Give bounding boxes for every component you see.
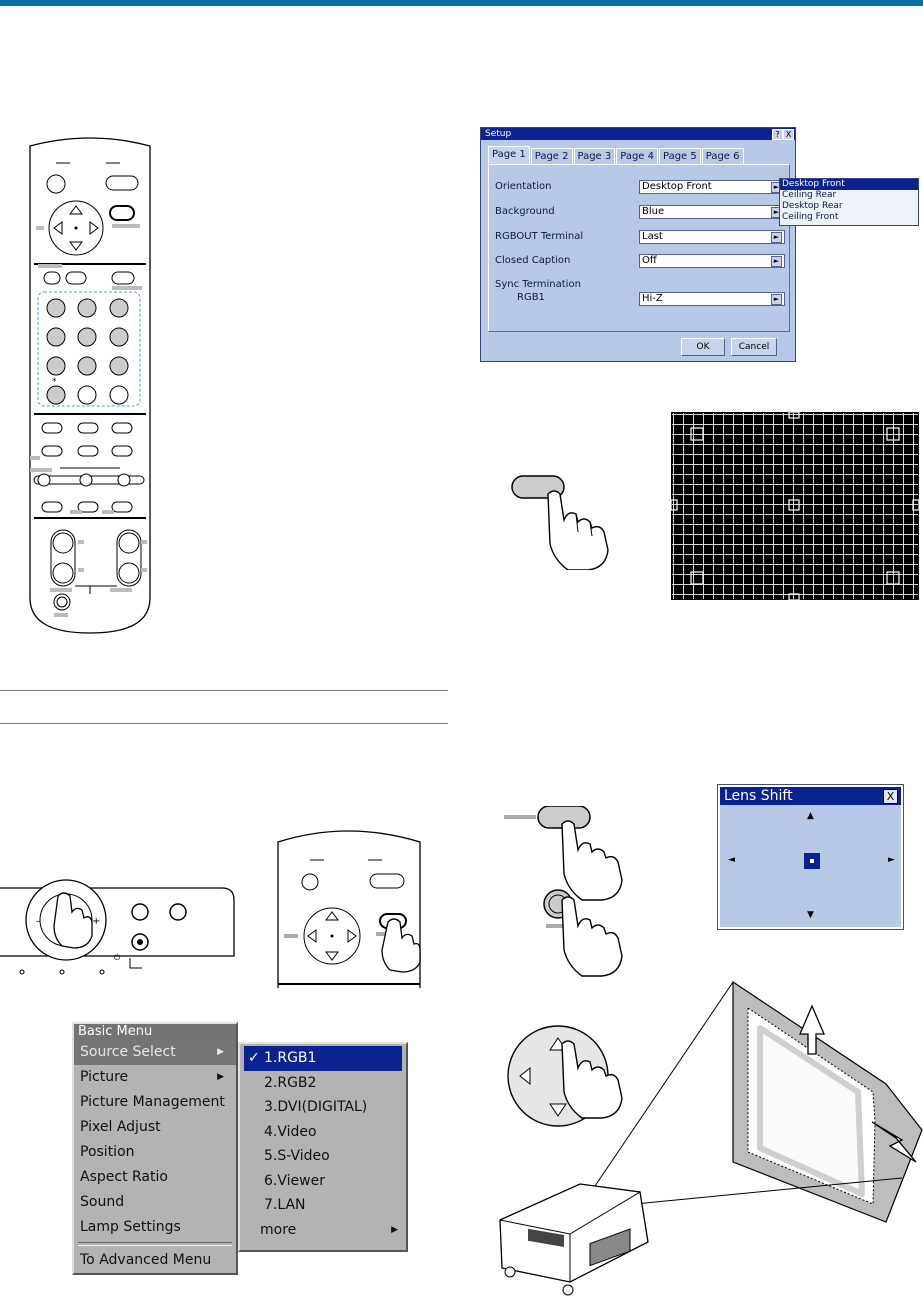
source-item-s-video[interactable]: 5.S-Video <box>264 1148 330 1164</box>
tab-page-2[interactable]: Page 2 <box>531 148 573 164</box>
basic-menu-title: Basic Menu <box>74 1024 236 1040</box>
source-item-more[interactable] <box>240 1218 406 1243</box>
orientation-option-ceiling-front[interactable]: Ceiling Front <box>782 212 839 222</box>
menu-item-label: Source Select <box>80 1044 176 1060</box>
tab-page-3[interactable]: Page 3 <box>574 148 616 164</box>
setup-tab-strip <box>488 148 745 164</box>
projector-screen-illustration <box>490 972 923 1311</box>
remote-top-illustration <box>276 822 422 988</box>
ok-button[interactable]: OK <box>681 338 725 356</box>
background-value: Blue <box>642 206 665 217</box>
sync-termination-label: Sync Termination <box>495 279 581 290</box>
tab-page-5[interactable]: Page 5 <box>659 148 701 164</box>
background-label: Background <box>495 206 555 217</box>
rgbout-terminal-value: Last <box>642 231 663 242</box>
shift-right-arrow-icon[interactable]: ► <box>888 855 895 865</box>
source-item-rgb2[interactable]: 2.RGB2 <box>264 1074 317 1091</box>
menu-item-picture[interactable] <box>74 1065 236 1090</box>
lens-shift-dialog <box>718 785 903 929</box>
close-button[interactable]: X <box>783 129 794 140</box>
setup-dialog-title: Setup <box>485 129 512 139</box>
shift-up-arrow-icon[interactable]: ▲ <box>807 811 814 821</box>
checkmark-icon: ✓ <box>248 1050 260 1066</box>
source-select-submenu <box>238 1042 408 1252</box>
setup-dialog <box>480 127 796 362</box>
sync-termination-rgb1-label: RGB1 <box>517 292 545 303</box>
power-icon: ⏻ <box>114 953 121 962</box>
menu-item-picture-management[interactable]: Picture Management <box>80 1094 225 1110</box>
menu-item-aspect-ratio[interactable]: Aspect Ratio <box>80 1169 168 1185</box>
sync-termination-value: Hi-Z <box>642 293 663 304</box>
rgbout-terminal-label: RGBOUT Terminal <box>495 231 584 242</box>
orientation-option-ceiling-rear[interactable]: Ceiling Rear <box>782 190 837 200</box>
hand-pressing-button-illustration <box>508 470 628 570</box>
menu-divider <box>78 1242 232 1246</box>
submenu-arrow-icon: ▶ <box>217 1072 224 1082</box>
dropdown-arrow-icon[interactable]: ► <box>771 232 782 243</box>
setup-page-1-pane <box>488 164 790 332</box>
menu-item-lamp-settings[interactable]: Lamp Settings <box>80 1219 181 1235</box>
dropdown-arrow-icon[interactable]: ► <box>771 256 782 267</box>
dropdown-arrow-icon[interactable]: ► <box>771 294 782 305</box>
basic-menu <box>72 1022 238 1275</box>
divider-line <box>0 723 448 724</box>
submenu-arrow-icon: ▶ <box>391 1224 398 1235</box>
menu-item-to-advanced-menu[interactable]: To Advanced Menu <box>80 1252 212 1268</box>
close-button[interactable]: X <box>883 789 898 804</box>
closed-caption-select[interactable] <box>639 254 785 268</box>
menu-item-sound[interactable]: Sound <box>80 1194 125 1210</box>
source-item-video[interactable]: 4.Video <box>264 1123 317 1140</box>
closed-caption-value: Off <box>642 255 657 266</box>
source-item-label: more <box>260 1221 297 1238</box>
orientation-option-desktop-rear[interactable]: Desktop Rear <box>782 201 843 211</box>
projector-control-panel-illustration <box>0 876 240 996</box>
tab-page-1[interactable]: Page 1 <box>488 146 530 164</box>
panel-minus-label: – <box>36 916 41 927</box>
menu-item-pixel-adjust[interactable]: Pixel Adjust <box>80 1119 161 1135</box>
orientation-select[interactable] <box>639 180 785 194</box>
orientation-label: Orientation <box>495 181 552 192</box>
header-accent-bar <box>0 0 923 6</box>
cancel-button[interactable]: Cancel <box>731 338 777 356</box>
rgbout-terminal-select[interactable] <box>639 230 785 244</box>
background-select[interactable] <box>639 205 785 219</box>
orientation-option-desktop-front[interactable]: Desktop Front <box>780 179 918 190</box>
tab-page-6[interactable]: Page 6 <box>702 148 744 164</box>
orientation-dropdown-list <box>779 178 919 226</box>
submenu-arrow-icon: ▶ <box>217 1047 224 1057</box>
source-item-dvi-digital[interactable]: 3.DVI(DIGITAL) <box>264 1099 368 1115</box>
menu-item-position[interactable]: Position <box>80 1144 135 1160</box>
lens-position-indicator <box>804 853 820 869</box>
setup-dialog-titlebar <box>481 128 795 140</box>
help-button[interactable]: ? <box>772 129 783 140</box>
divider-line <box>0 690 448 691</box>
dropdown-arrow-icon[interactable]: ► <box>771 182 782 193</box>
source-item-lan[interactable]: 7.LAN <box>264 1197 306 1213</box>
remote-asterisk-label: * <box>52 377 57 387</box>
source-item-label: 1.RGB1 <box>264 1050 317 1066</box>
shift-down-arrow-icon[interactable]: ▼ <box>807 910 814 920</box>
lens-shift-title: Lens Shift <box>724 788 793 804</box>
dropdown-arrow-icon[interactable]: ► <box>771 207 782 218</box>
menu-item-source-select[interactable] <box>74 1040 236 1065</box>
test-pattern-markers <box>671 412 919 600</box>
tab-page-4[interactable]: Page 4 <box>616 148 658 164</box>
remote-control-illustration <box>20 128 160 638</box>
orientation-value: Desktop Front <box>642 181 712 192</box>
hand-pressing-round-button <box>540 884 640 979</box>
source-item-rgb1[interactable] <box>244 1046 402 1071</box>
lens-shift-titlebar <box>720 787 901 805</box>
menu-item-label: Picture <box>80 1069 129 1085</box>
closed-caption-label: Closed Caption <box>495 255 571 266</box>
panel-plus-label: + <box>92 916 101 927</box>
source-item-viewer[interactable]: 6.Viewer <box>264 1172 325 1189</box>
sync-termination-select[interactable] <box>639 292 785 306</box>
shift-left-arrow-icon[interactable]: ◄ <box>728 855 735 865</box>
